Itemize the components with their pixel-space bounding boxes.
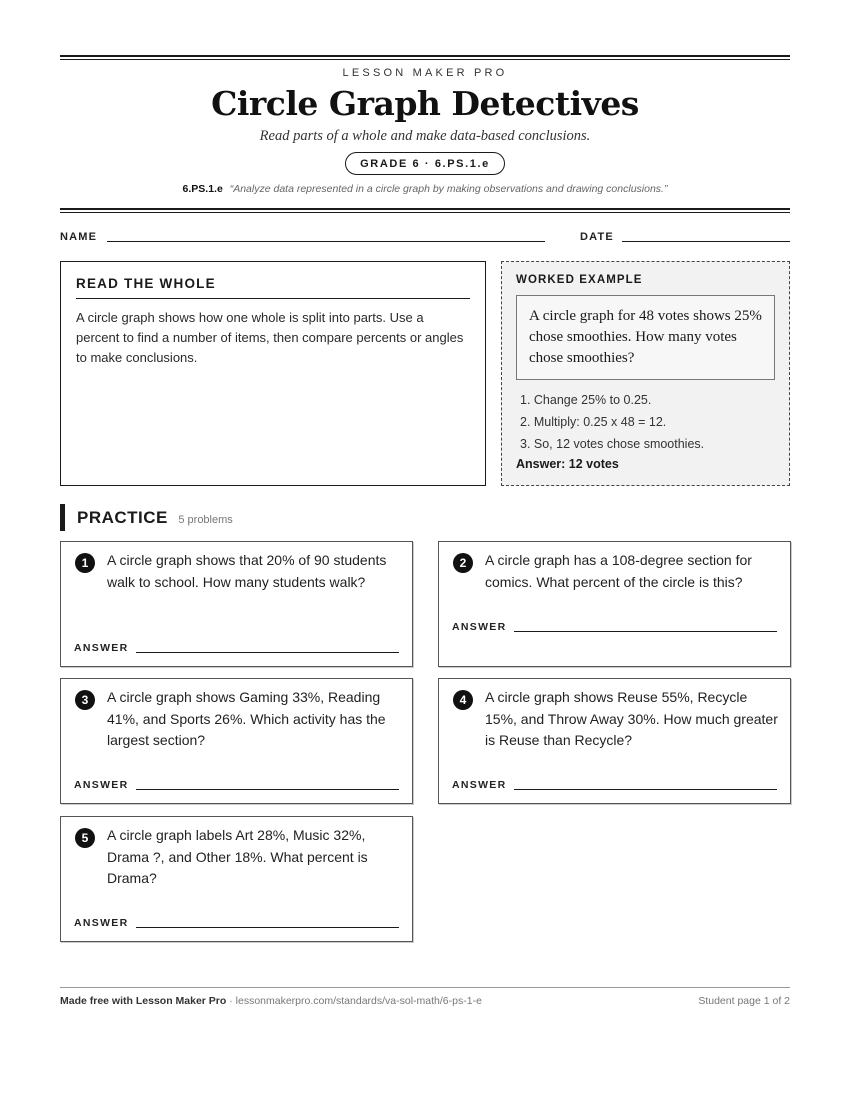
problem-number: 1 [75,553,95,573]
answer-field[interactable] [514,789,777,790]
standard-code: 6.PS.1.e [182,183,223,195]
answer-label: ANSWER [74,917,129,929]
problem-text: A circle graph has a 108-degree section for comics. What percent of the circle is this? [485,552,752,590]
problem-number: 4 [453,690,473,710]
brand-name: LESSON MAKER PRO [342,67,508,79]
header-bottom-rule [60,208,790,213]
name-field[interactable] [107,241,545,242]
problem-text: A circle graph shows Gaming 33%, Reading 41%, and Sports 26%. Which activity has the largest section? [107,689,386,748]
worked-example-box [501,261,790,486]
answer-field[interactable] [514,631,777,632]
footer-made-with: Made free with Lesson Maker Pro [60,995,227,1007]
worked-step: 2. Multiply: 0.25 x 48 = 12. [520,415,667,429]
worksheet-page [60,0,790,1100]
practice-title: PRACTICE [77,508,168,527]
worked-step: 3. So, 12 votes chose smoothies. [520,437,705,451]
answer-field[interactable] [136,789,399,790]
grade-badge-wrap [60,152,790,175]
worked-example-steps [516,389,775,455]
worked-example-problem: A circle graph for 48 votes shows 25% chose smoothies. How many votes chose smoothies? [516,295,775,380]
problem-number: 3 [75,690,95,710]
problem-card-2 [438,541,791,667]
problem-number: 2 [453,553,473,573]
problem-card-5 [60,816,413,942]
page-title: Circle Graph Detectives [211,84,639,123]
answer-label: ANSWER [74,779,129,791]
read-box-heading: READ THE WHOLE [76,276,470,299]
answer-label: ANSWER [452,779,507,791]
footer-page-number: Student page 1 of 2 [698,995,790,1007]
top-double-rule [60,55,790,60]
answer-field[interactable] [136,652,399,653]
problem-text: A circle graph shows Reuse 55%, Recycle 15%, and Throw Away 30%. How much greater is Reuse than Recycle? [485,689,778,748]
name-label: NAME [60,231,98,243]
worked-step: 1. Change 25% to 0.25. [520,393,652,407]
problem-card-3 [60,678,413,804]
standard-line [60,183,790,195]
answer-field[interactable] [136,927,399,928]
practice-count: 5 problems [178,514,233,526]
worked-example-heading: WORKED EXAMPLE [516,274,643,286]
page-subtitle: Read parts of a whole and make data-based conclusions. [259,128,591,144]
answer-label: ANSWER [452,621,507,633]
problem-text: A circle graph shows that 20% of 90 students walk to school. How many students walk? [107,552,387,590]
problem-card-4 [438,678,791,804]
problem-number: 5 [75,828,95,848]
problem-card-1 [60,541,413,667]
footer-url[interactable]: · lessonmakerpro.com/standards/va-sol-math/6-ps-1-e [226,995,482,1007]
date-field[interactable] [622,241,790,242]
read-box-text: A circle graph shows how one whole is split into parts. Use a percent to find a number of items, then compare percents or angles to make conclusions. [76,310,464,365]
answer-label: ANSWER [74,642,129,654]
date-label: DATE [580,231,614,243]
footer-rule [60,987,790,988]
problem-text: A circle graph labels Art 28%, Music 32%, Drama ?, and Other 18%. What percent is Drama? [107,827,368,886]
footer-credit [60,995,482,1007]
grade-badge: GRADE 6 · 6.PS.1.e [345,152,505,175]
practice-section-header [60,504,233,531]
worked-example-answer: Answer: 12 votes [516,457,619,471]
standard-text: “Analyze data represented in a circle graph by making observations and drawing conclusions.” [229,183,668,195]
read-the-whole-box [60,261,486,486]
